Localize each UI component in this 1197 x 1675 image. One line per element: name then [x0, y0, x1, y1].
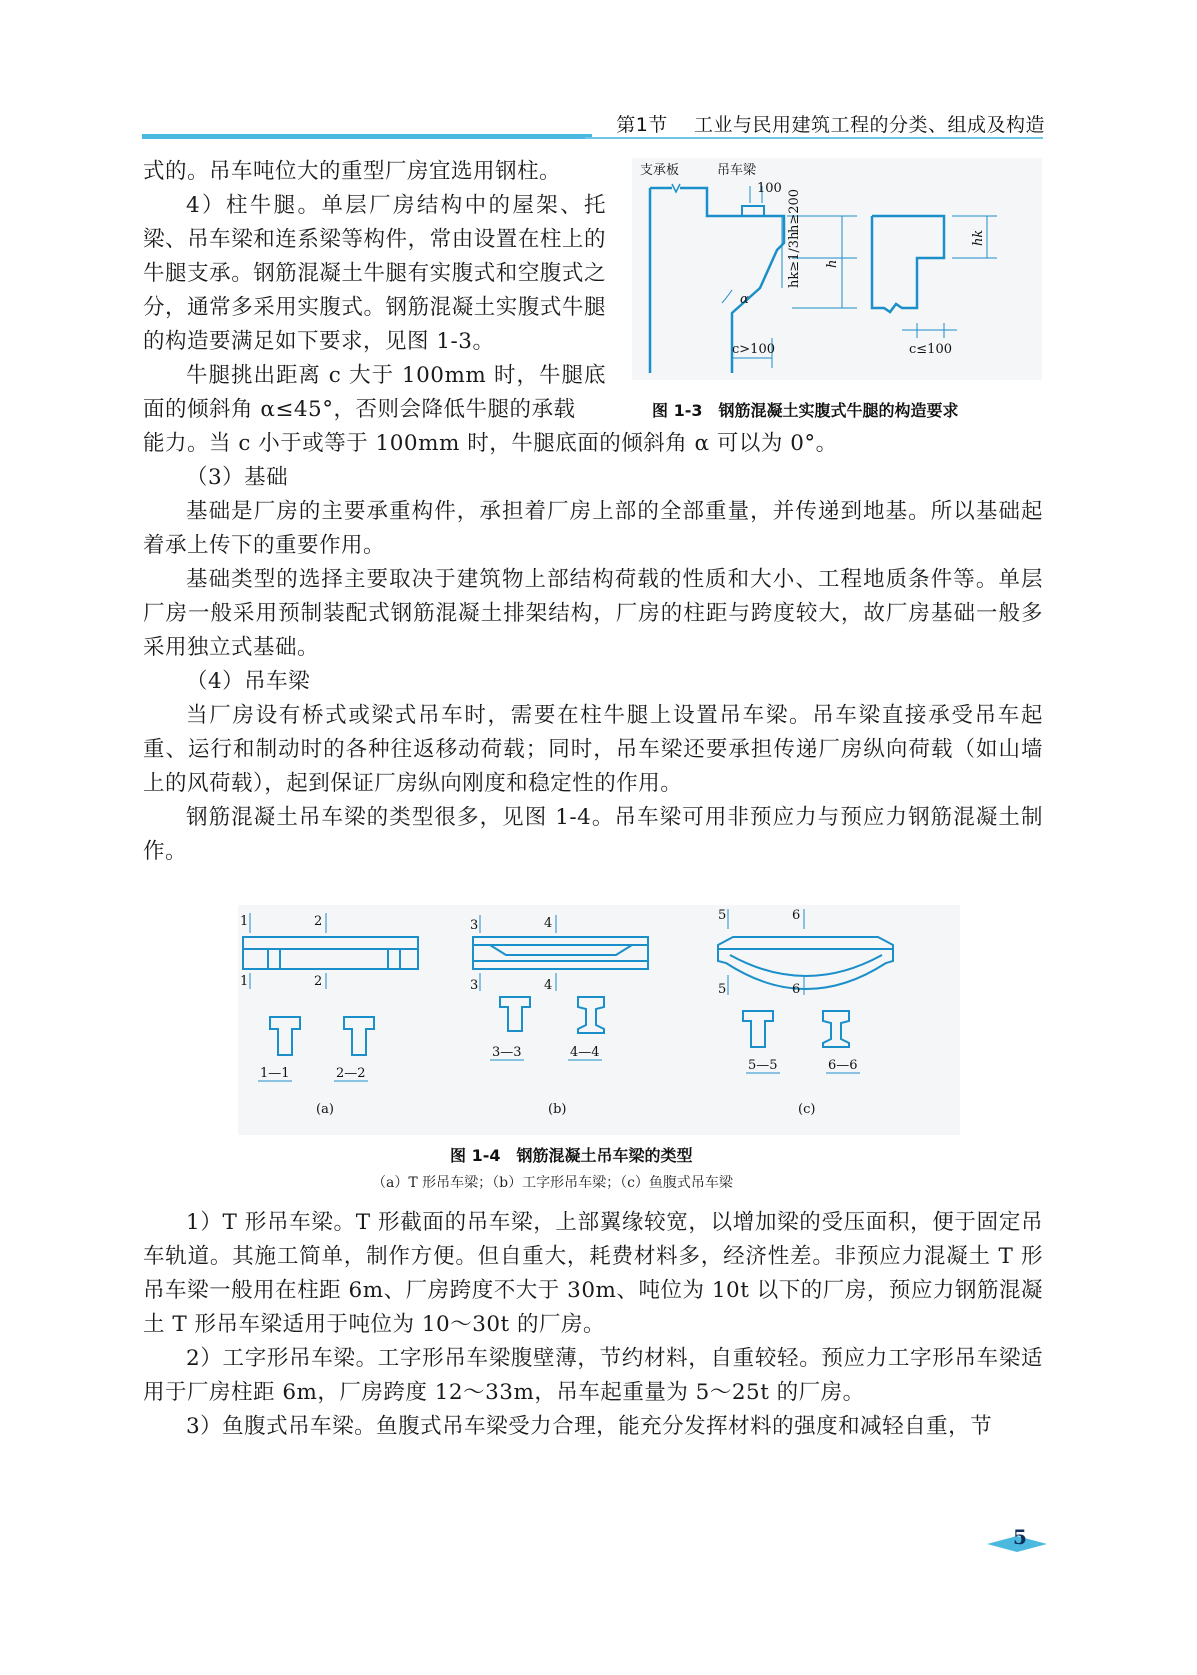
fish-section-5	[743, 1011, 773, 1047]
section-number: 第1节	[616, 114, 668, 136]
i-beam-elevation	[473, 937, 648, 969]
label-dim-100: 100	[757, 181, 782, 196]
fish-section-6	[823, 1011, 849, 1047]
fig14-num-6-top: 6	[792, 908, 801, 923]
page-badge-shape	[985, 1522, 1049, 1556]
subfig-label-c: (c)	[798, 1102, 816, 1117]
paragraph-1: 式的。吊车吨位大的重型厂房宜选用钢柱。	[143, 159, 562, 184]
fig14-num-4-bottom: 4	[544, 978, 553, 993]
figure-1-3-caption: 图 1-3 钢筋混凝土实腹式牛腿的构造要求	[652, 401, 959, 420]
section-label-6-6: 6—6	[828, 1058, 858, 1073]
fig14-num-3-top: 3	[470, 918, 479, 933]
figure-1-4	[238, 905, 960, 1135]
section-label-3-3: 3—3	[492, 1045, 522, 1060]
page-number: 5	[1013, 1525, 1027, 1549]
fig14-num-1-bottom: 1	[240, 974, 249, 989]
paragraph-corbel-angle: 牛腿挑出距离 c 大于 100mm 时，牛腿底面的倾斜角 α≤45°，否则会降低牛腿的承载	[143, 363, 606, 422]
paragraph-foundation: 基础是厂房的主要承重构件，承担着厂房上部的全部重量，并传递到地基。所以基础起着承上传下的重要作用。	[143, 499, 1043, 558]
fig14-num-4-top: 4	[544, 916, 553, 931]
header-rule-thick	[142, 134, 592, 139]
fig14-num-5-top: 5	[718, 908, 727, 923]
corbel-diagram	[632, 158, 1042, 380]
fig14-num-5-bottom: 5	[718, 982, 727, 997]
label-c-less-equal-100: c≤100	[909, 342, 952, 357]
i-section-4	[578, 997, 604, 1033]
paragraph-i-beam: 2）工字形吊车梁。工字形吊车梁腹壁薄，节约材料，自重较轻。预应力工字形吊车梁适用于厂房柱距 6m，厂房跨度 12～33m，吊车起重量为 5～25t 的厂房。	[143, 1346, 1043, 1405]
section-title: 工业与民用建筑工程的分类、组成及构造	[693, 114, 1045, 136]
label-support-plate: 支承板	[640, 163, 680, 178]
support-plate-shape	[742, 206, 764, 216]
figure-1-3	[632, 158, 1042, 380]
fig14-num-2-bottom: 2	[314, 974, 323, 989]
paragraph-corbel-angle-cont: 能力。当 c 小于或等于 100mm 时，牛腿底面的倾斜角 α 可以为 0°。	[143, 431, 838, 456]
label-h: h	[825, 259, 840, 268]
heading-foundation: （3）基础	[186, 465, 289, 490]
page-number-badge	[985, 1522, 1049, 1556]
i-section-3	[500, 997, 530, 1031]
heading-crane-beam: （4）吊车梁	[186, 669, 311, 694]
label-crane-beam: 吊车梁	[717, 163, 757, 178]
paragraph-fish-belly: 3）鱼腹式吊车梁。鱼腹式吊车梁受力合理，能充分发挥材料的强度和减轻自重，节	[186, 1414, 993, 1439]
section-label-5-5: 5—5	[748, 1058, 778, 1073]
label-h-min-200: h≥200	[787, 188, 802, 233]
paragraph-t-beam: 1）T 形吊车梁。T 形截面的吊车梁，上部翼缘较宽，以增加梁的受压面积，便于固定吊车轨道。其施工简单，制作方便。但自重大，耗费材料多，经济性差。非预应力混凝土 T 形吊车梁一般用在柱距 6m、厂房跨度不大于 30m、吨位为 10t 以下的厂房，预应力钢筋混凝土 T 形吊车梁适用于吨位为 10～30t 的厂房。	[143, 1210, 1043, 1337]
crane-beam-types-diagram	[238, 905, 960, 1135]
figure-1-4-subcaption: （a）T 形吊车梁；（b）工字形吊车梁；（c）鱼腹式吊车梁	[372, 1175, 733, 1191]
t-beam-elevation	[243, 937, 418, 969]
paragraph-foundation-type: 基础类型的选择主要取决于建筑物上部结构荷载的性质和大小、工程地质条件等。单层厂房一般采用预制装配式钢筋混凝土排架结构，厂房的柱距与跨度较大，故厂房基础一般多采用独立式基础。	[143, 567, 1043, 660]
fig14-num-6-bottom: 6	[792, 982, 801, 997]
section-label-4-4: 4—4	[570, 1045, 600, 1060]
label-alpha: α	[740, 292, 749, 307]
label-hk: hk	[971, 229, 986, 246]
subfig-label-b: (b)	[548, 1102, 567, 1117]
label-hk-rule: hk≥1/3h	[787, 231, 802, 288]
section-label-1-1: 1—1	[260, 1066, 290, 1081]
section-label-2-2: 2—2	[336, 1066, 366, 1081]
paragraph-crane-beam: 当厂房设有桥式或梁式吊车时，需要在柱牛腿上设置吊车梁。吊车梁直接承受吊车起重、运行和制动时的各种往返移动荷载；同时，吊车梁还要承担传递厂房纵向荷载（如山墙上的风荷载），起到保证厂房纵向刚度和稳定性的作用。	[143, 703, 1043, 796]
fig14-num-2-top: 2	[314, 914, 323, 929]
t-section-1	[270, 1017, 300, 1055]
header-rule-thin	[585, 137, 1043, 139]
paragraph-crane-beam-types: 钢筋混凝土吊车梁的类型很多，见图 1-4。吊车梁可用非预应力与预应力钢筋混凝土制作。	[143, 805, 1043, 864]
t-section-2	[344, 1017, 374, 1055]
subfig-label-a: (a)	[316, 1102, 334, 1117]
running-header	[616, 110, 1045, 137]
paragraph-corbel: 4）柱牛腿。单层厂房结构中的屋架、托梁、吊车梁和连系梁等构件，常由设置在柱上的牛腿支承。钢筋混凝土牛腿有实腹式和空腹式之分，通常多采用实腹式。钢筋混凝土实腹式牛腿的构造要满足如下要求，见图 1-3。	[143, 193, 606, 354]
label-c-greater-100: c>100	[732, 342, 775, 357]
figure-1-4-caption: 图 1-4 钢筋混凝土吊车梁的类型	[450, 1146, 693, 1165]
simple-corbel-outline	[872, 216, 944, 312]
fig14-num-1-top: 1	[240, 914, 249, 929]
fig14-num-3-bottom: 3	[470, 978, 479, 993]
